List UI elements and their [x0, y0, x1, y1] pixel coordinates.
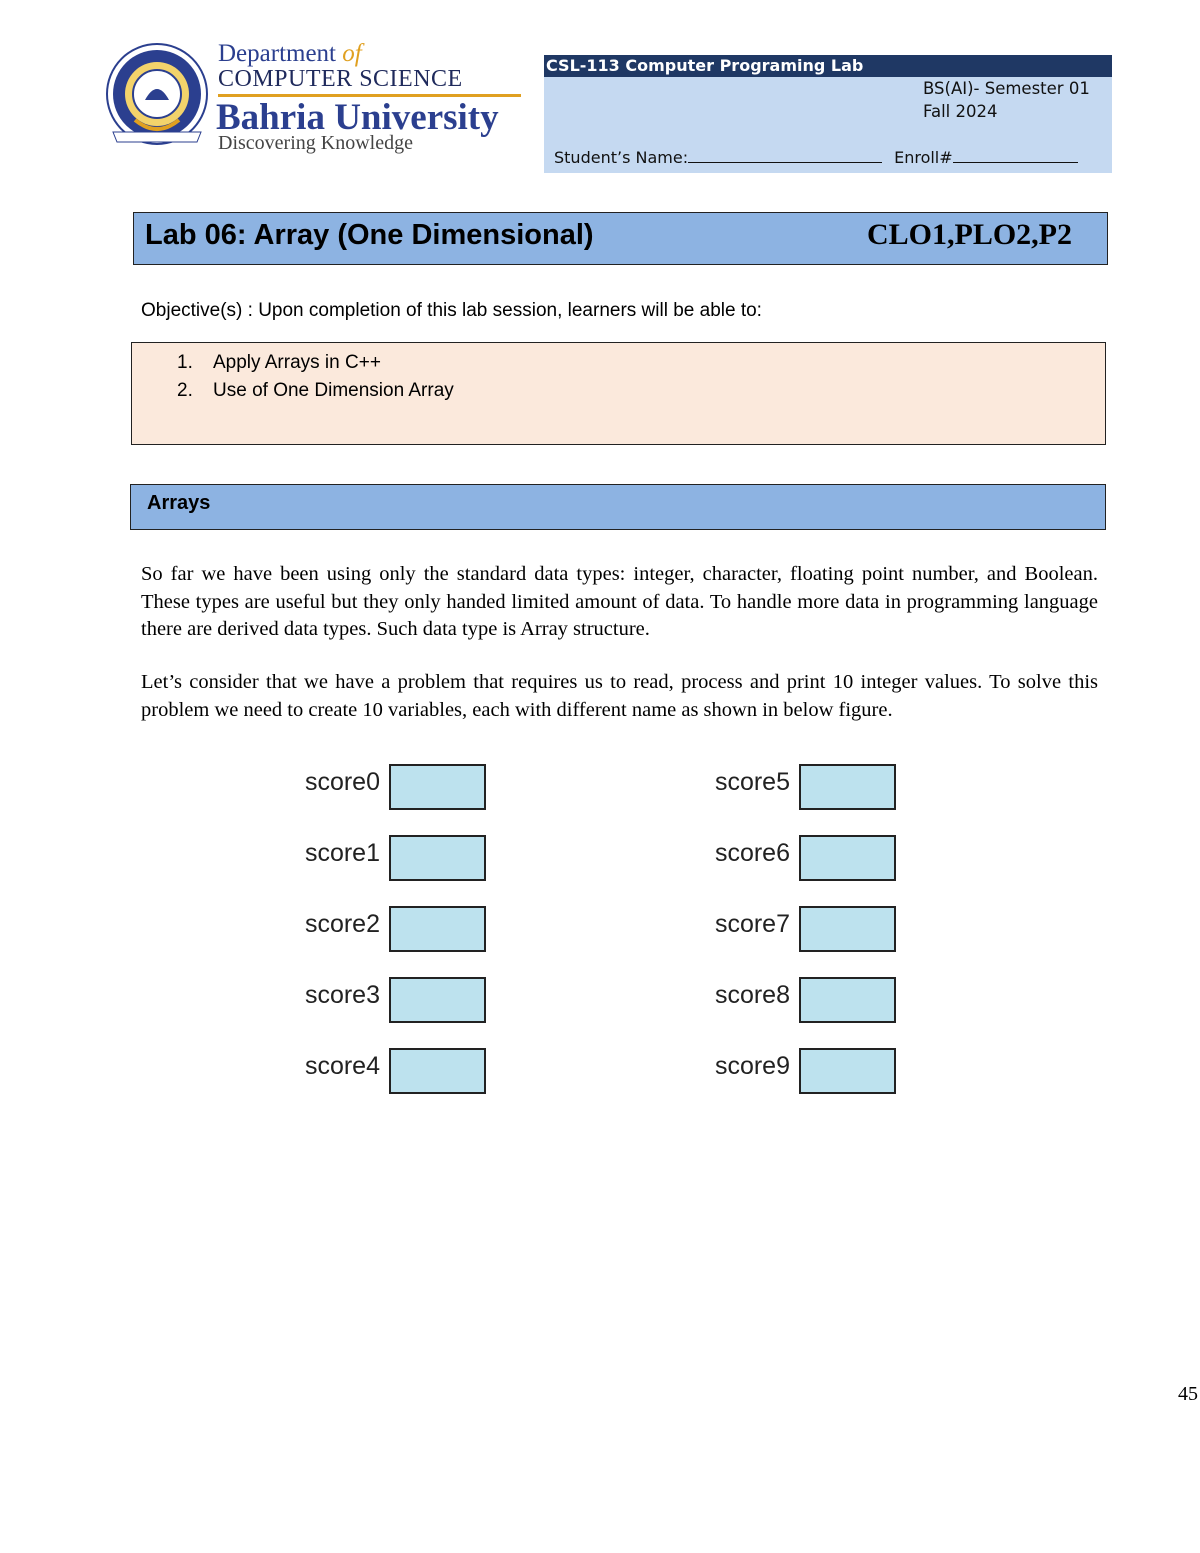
- paragraph: Let’s consider that we have a problem that requires us to read, process and print 10 integer values. To solve this problem we need to create 10 variables, each with different name as shown in below figure.: [141, 671, 1098, 721]
- page-number: 45: [1178, 1383, 1198, 1405]
- score-box: [799, 906, 896, 952]
- score-box: [389, 977, 486, 1023]
- objective-intro: Objective(s) : Upon completion of this lab session, learners will be able to:: [141, 300, 762, 321]
- score-box: [799, 835, 896, 881]
- score-variable: [680, 902, 920, 950]
- score-box: [799, 764, 896, 810]
- score-variable: [270, 831, 510, 879]
- score-variable: [680, 973, 920, 1021]
- student-name-blank: [688, 148, 882, 163]
- score-label: score5: [714, 768, 790, 796]
- department-label: Department of: [218, 40, 362, 67]
- score-box: [389, 835, 486, 881]
- program-label: BS(AI)- Semester 01: [923, 79, 1090, 98]
- department-name: COMPUTER SCIENCE: [218, 66, 463, 92]
- course-info-box: [544, 55, 1112, 173]
- score-label: score1: [304, 839, 380, 867]
- score-variables-figure: [270, 760, 910, 1105]
- student-info-row: [554, 148, 1078, 167]
- lab-clo: CLO1,PLO2,P2: [866, 218, 1072, 251]
- score-label: score0: [304, 768, 380, 796]
- enroll-blank: [953, 148, 1078, 163]
- score-variable: [680, 760, 920, 808]
- score-label: score3: [304, 981, 380, 1009]
- section-title: Arrays: [147, 492, 211, 514]
- score-label: score8: [714, 981, 790, 1009]
- score-variable: [270, 973, 510, 1021]
- university-logo: [105, 40, 525, 160]
- university-name: Bahria University: [216, 97, 499, 138]
- score-box: [799, 1048, 896, 1094]
- score-variable: [680, 831, 920, 879]
- score-variable: [680, 1044, 920, 1092]
- course-title: CSL-113 Computer Programing Lab: [544, 55, 1112, 77]
- score-variable: [270, 1044, 510, 1092]
- score-label: score2: [304, 910, 380, 938]
- score-box: [389, 1048, 486, 1094]
- score-variable: [270, 902, 510, 950]
- enroll-label: Enroll#: [894, 148, 953, 167]
- student-name-label: Student’s Name:: [554, 148, 689, 167]
- section-heading-bar: [130, 484, 1106, 530]
- university-tagline: Discovering Knowledge: [218, 132, 413, 154]
- score-variable: [270, 760, 510, 808]
- score-label: score7: [714, 910, 790, 938]
- objective-item: 1. Apply Arrays in C++: [177, 352, 381, 373]
- score-label: score6: [714, 839, 790, 867]
- lab-title-bar: [133, 212, 1108, 265]
- score-box: [799, 977, 896, 1023]
- score-label: score9: [714, 1052, 790, 1080]
- lab-title: Lab 06: Array (One Dimensional): [145, 219, 594, 251]
- university-seal-icon: [105, 42, 209, 146]
- objective-item: 2. Use of One Dimension Array: [177, 380, 454, 401]
- score-box: [389, 906, 486, 952]
- paragraph: So far we have been using only the standard data types: integer, character, floating point number, and Boolean. These types are useful but they only handed limited amount of data. To handle more data in programming language there are derived data types. Such data type is Array structure.: [141, 563, 1098, 640]
- score-box: [389, 764, 486, 810]
- term-label: Fall 2024: [923, 102, 998, 121]
- objectives-box: [131, 342, 1106, 445]
- score-label: score4: [304, 1052, 380, 1080]
